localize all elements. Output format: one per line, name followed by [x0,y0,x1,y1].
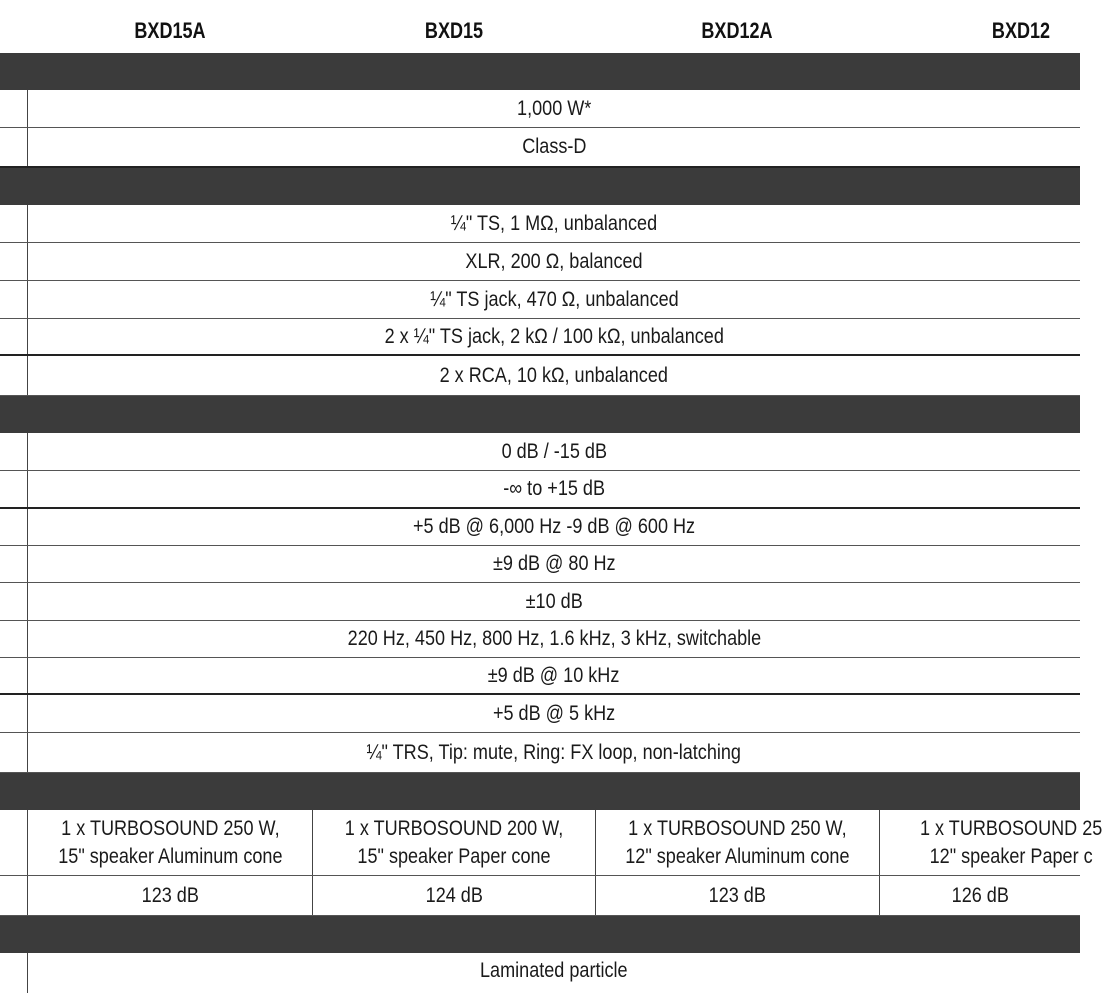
row-lead-cell [0,471,28,507]
row-lead-cell [0,546,28,582]
spec-row [0,953,1080,993]
row-lead-cell [0,281,28,318]
spec-row [0,658,1080,695]
spec-row [0,356,1080,396]
spec-value: 2 x ¼" TS jack, 2 kΩ / 100 kΩ, unbalanced [384,324,724,348]
row-lead-cell [0,621,28,657]
row-lead-cell [0,876,28,915]
row-lead-cell [0,356,28,395]
spec-row [0,433,1080,471]
spec-value: 2 x RCA, 10 kΩ, unbalanced [439,363,669,387]
spec-row [0,243,1080,281]
section-bar-controls [0,396,1080,433]
spec-row [0,128,1080,168]
model-header: BXD15A [134,18,206,43]
spl-row [0,876,1080,916]
spec-row [0,546,1080,583]
spec-value: ¼" TRS, Tip: mute, Ring: FX loop, non-latching [366,740,742,764]
driver-line: 1 x TURBOSOUND 25 [920,816,1102,840]
spec-value: ±9 dB @ 10 kHz [488,663,620,687]
driver-cell [880,810,1102,875]
driver-line: 12" speaker Paper c [929,844,1093,868]
spec-value: ¼" TS jack, 470 Ω, unbalanced [429,287,679,311]
row-lead-cell [0,319,28,354]
row-lead-cell [0,509,28,545]
spec-value: Laminated particle [480,959,628,982]
model-header-row [0,0,1080,53]
driver-cell [313,810,596,875]
spec-value: ¼" TS, 1 MΩ, unbalanced [450,211,658,235]
spec-row [0,90,1080,128]
spec-value: ±10 dB [525,589,583,613]
model-header: BXD12 [991,18,1051,43]
row-lead-cell [0,810,28,875]
spec-row [0,281,1080,319]
row-lead-cell [0,695,28,732]
driver-line: 1 x TURBOSOUND 250 W, [628,816,847,840]
driver-cell [28,810,313,875]
driver-row [0,810,1102,876]
section-bar-power [0,53,1080,90]
spec-value: ±9 dB @ 80 Hz [492,552,616,575]
driver-line: 1 x TURBOSOUND 200 W, [344,816,564,840]
spec-row [0,733,1080,773]
spec-value: -∞ to +15 dB [503,477,605,500]
spec-row [0,695,1080,733]
row-lead-cell [0,953,28,993]
row-lead-cell [0,243,28,280]
spec-row [0,509,1080,546]
spec-row [0,583,1080,621]
spec-value: 220 Hz, 450 Hz, 800 Hz, 1.6 kHz, 3 kHz, switchable [347,627,761,650]
spec-row [0,205,1080,243]
row-lead-cell [0,128,28,166]
spec-value: Class-D [521,135,587,158]
spec-value: +5 dB @ 5 kHz [492,701,616,725]
row-lead-cell [0,90,28,127]
spec-row [0,471,1080,509]
row-lead-cell [0,583,28,620]
section-bar-speakers [0,773,1080,810]
row-lead-cell [0,433,28,470]
row-lead-cell [0,205,28,242]
section-bar-enclosure [0,916,1080,953]
spl-cell: 123 dB [28,876,313,915]
model-header: BXD12A [701,18,773,43]
driver-line: 1 x TURBOSOUND 250 W, [60,816,280,840]
spec-value: +5 dB @ 6,000 Hz -9 dB @ 600 Hz [412,515,696,538]
spl-cell: 124 dB [313,876,596,915]
row-lead-cell [0,733,28,772]
driver-line: 15" speaker Aluminum cone [57,844,283,868]
spec-row [0,319,1080,356]
spec-row [0,621,1080,658]
model-header: BXD15 [424,18,484,43]
spec-value: 0 dB / -15 dB [501,439,607,463]
row-lead-cell [0,658,28,693]
driver-line: 15" speaker Paper cone [357,844,551,868]
driver-line: 12" speaker Aluminum cone [625,844,850,868]
spl-cell: 126 dB [951,883,1009,907]
spec-value: XLR, 200 Ω, balanced [465,249,643,273]
driver-cell [596,810,880,875]
section-bar-inputs [0,168,1080,205]
spl-cell: 123 dB [596,876,880,915]
spec-value: 1,000 W* [516,96,592,120]
